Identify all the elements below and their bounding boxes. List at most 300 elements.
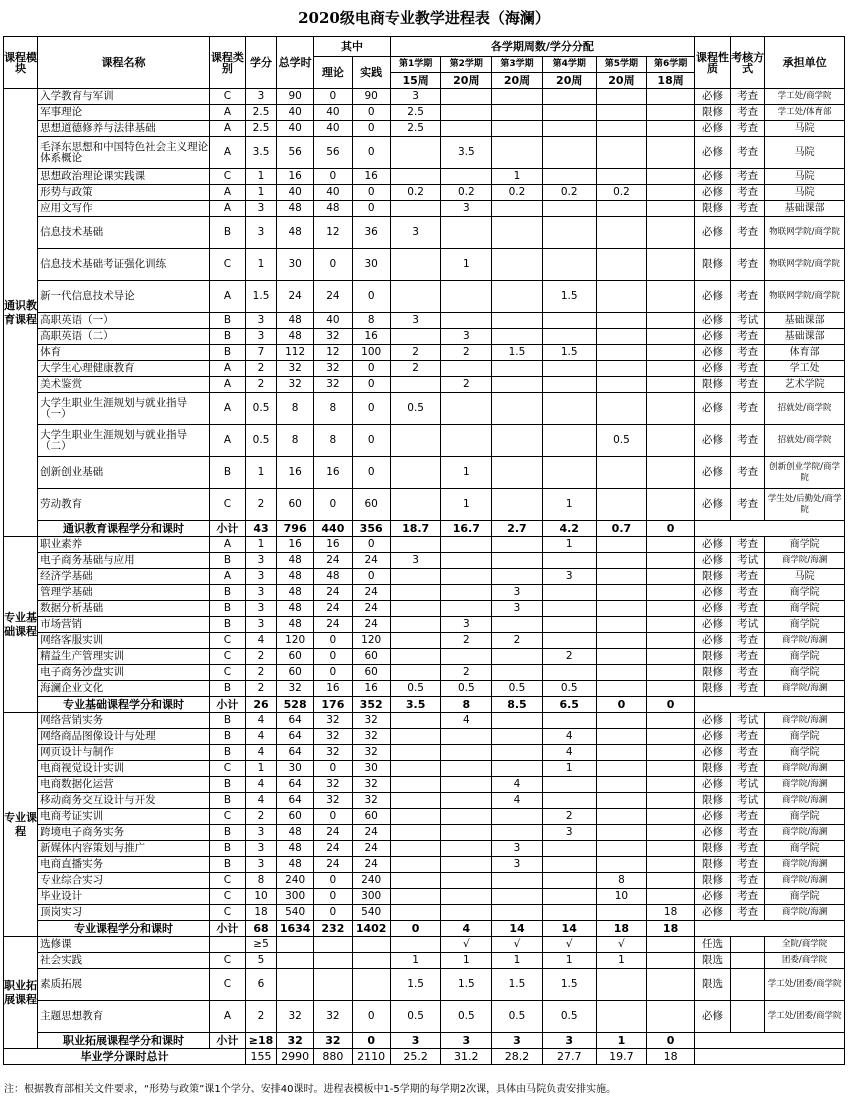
practice-hours: 24 <box>352 585 390 601</box>
module-label: 专业基础课程 <box>4 537 38 713</box>
total-term-5: 19.7 <box>596 1049 647 1065</box>
term-6 <box>647 793 695 809</box>
course-name: 电商视觉设计实训 <box>38 761 210 777</box>
total-hours: 32 <box>277 1001 314 1033</box>
term-3 <box>492 649 543 665</box>
table-row <box>4 393 845 425</box>
term-6 <box>647 809 695 825</box>
term-4 <box>542 713 596 729</box>
subtotal-term-3: 8.5 <box>492 697 543 713</box>
course-nature: 必修 <box>694 633 730 649</box>
term-6 <box>647 185 695 201</box>
course-name: 主题思想教育 <box>38 1001 210 1033</box>
exam-method <box>731 937 765 953</box>
table-row <box>4 937 845 953</box>
theory-hours: 0 <box>314 809 352 825</box>
term-2 <box>441 905 492 921</box>
teaching-unit: 商学院 <box>765 601 845 617</box>
course-nature: 必修 <box>694 713 730 729</box>
term-2 <box>441 217 492 249</box>
credit: 4 <box>246 777 277 793</box>
course-type: B <box>209 601 245 617</box>
term-6 <box>647 489 695 521</box>
term-6 <box>647 825 695 841</box>
course-nature: 必修 <box>694 617 730 633</box>
subtotal-hours: 528 <box>277 697 314 713</box>
theory-hours: 0 <box>314 89 352 105</box>
table-row <box>4 217 845 249</box>
credit: 3 <box>246 201 277 217</box>
term-5 <box>596 857 647 873</box>
practice-hours: 16 <box>352 681 390 697</box>
exam-method: 考查 <box>731 841 765 857</box>
subtotal-term-3: 3 <box>492 1033 543 1049</box>
term-5: 1 <box>596 953 647 969</box>
term-4: 0.2 <box>542 185 596 201</box>
term-1: 0.2 <box>390 185 441 201</box>
term-5 <box>596 377 647 393</box>
term-6: 18 <box>647 905 695 921</box>
course-name: 素质拓展 <box>38 969 210 1001</box>
term-3 <box>492 665 543 681</box>
term-3 <box>492 713 543 729</box>
subtotal-term-2: 3 <box>441 1033 492 1049</box>
practice-hours: 30 <box>352 249 390 281</box>
teaching-unit: 商学院 <box>765 665 845 681</box>
total-term-1: 25.2 <box>390 1049 441 1065</box>
total-hours: 112 <box>277 345 314 361</box>
exam-method: 考查 <box>731 329 765 345</box>
course-name: 网络商品图像设计与处理 <box>38 729 210 745</box>
term-2: 2 <box>441 665 492 681</box>
term-2 <box>441 857 492 873</box>
practice-hours: 0 <box>352 569 390 585</box>
course-type: C <box>209 489 245 521</box>
course-type: A <box>209 105 245 121</box>
total-term-6: 18 <box>647 1049 695 1065</box>
course-name: 思想政治理论课实践课 <box>38 169 210 185</box>
grand-total-row <box>4 1049 845 1065</box>
course-nature: 必修 <box>694 537 730 553</box>
term-2 <box>441 585 492 601</box>
course-type: A <box>209 393 245 425</box>
table-row <box>4 729 845 745</box>
theory-hours: 48 <box>314 569 352 585</box>
total-hours: 64 <box>277 729 314 745</box>
teaching-unit: 商学院 <box>765 841 845 857</box>
term-4 <box>542 777 596 793</box>
term-4 <box>542 377 596 393</box>
course-type: A <box>209 361 245 377</box>
table-row <box>4 489 845 521</box>
term-4 <box>542 89 596 105</box>
term-6 <box>647 681 695 697</box>
term-4 <box>542 873 596 889</box>
term-6 <box>647 281 695 313</box>
theory-hours: 32 <box>314 777 352 793</box>
credit: 2 <box>246 489 277 521</box>
header-term-6: 第6学期 <box>647 57 695 73</box>
course-nature: 必修 <box>694 329 730 345</box>
term-4 <box>542 857 596 873</box>
subtotal-tag: 小计 <box>209 521 245 537</box>
course-nature: 必修 <box>694 825 730 841</box>
header-weeks-6: 18周 <box>647 73 695 89</box>
course-nature: 必修 <box>694 217 730 249</box>
credit: 1 <box>246 185 277 201</box>
subtotal-label: 职业拓展课程学分和课时 <box>38 1033 210 1049</box>
course-nature: 必修 <box>694 553 730 569</box>
term-1: 3 <box>390 217 441 249</box>
exam-method: 考试 <box>731 553 765 569</box>
term-2: √ <box>441 937 492 953</box>
course-name: 精益生产管理实训 <box>38 649 210 665</box>
term-6 <box>647 377 695 393</box>
course-nature: 必修 <box>694 729 730 745</box>
exam-method: 考试 <box>731 793 765 809</box>
course-nature: 任选 <box>694 937 730 953</box>
total-term-3: 28.2 <box>492 1049 543 1065</box>
course-type: C <box>209 89 245 105</box>
credit: 3 <box>246 329 277 345</box>
term-3 <box>492 377 543 393</box>
exam-method: 考试 <box>731 777 765 793</box>
term-2: 2 <box>441 633 492 649</box>
course-type: C <box>209 905 245 921</box>
grand-total-label: 毕业学分课时总计 <box>4 1049 246 1065</box>
credit: 2 <box>246 377 277 393</box>
term-1 <box>390 889 441 905</box>
term-2 <box>441 281 492 313</box>
term-4 <box>542 201 596 217</box>
term-2 <box>441 729 492 745</box>
teaching-unit: 马院 <box>765 121 845 137</box>
term-2 <box>441 121 492 137</box>
exam-method: 考查 <box>731 489 765 521</box>
exam-method: 考查 <box>731 729 765 745</box>
course-type: C <box>209 633 245 649</box>
teaching-unit: 商学院/海澜 <box>765 713 845 729</box>
term-3: √ <box>492 937 543 953</box>
practice-hours: 0 <box>352 201 390 217</box>
course-name: 经济学基础 <box>38 569 210 585</box>
credit: 3 <box>246 825 277 841</box>
table-row <box>4 793 845 809</box>
term-6 <box>647 585 695 601</box>
term-5 <box>596 313 647 329</box>
subtotal-credit: 26 <box>246 697 277 713</box>
teaching-unit: 商学院 <box>765 729 845 745</box>
subtotal-term-4: 3 <box>542 1033 596 1049</box>
course-type: A <box>209 537 245 553</box>
term-5 <box>596 793 647 809</box>
practice-hours: 32 <box>352 713 390 729</box>
table-row <box>4 313 845 329</box>
teaching-unit: 艺术学院 <box>765 377 845 393</box>
teaching-unit: 物联网学院/商学院 <box>765 217 845 249</box>
term-5 <box>596 553 647 569</box>
term-2 <box>441 393 492 425</box>
course-type: A <box>209 425 245 457</box>
term-5 <box>596 489 647 521</box>
exam-method: 考查 <box>731 905 765 921</box>
term-5 <box>596 105 647 121</box>
teaching-unit: 商学院/海澜 <box>765 553 845 569</box>
total-hours: 48 <box>277 569 314 585</box>
course-name: 网页设计与制作 <box>38 745 210 761</box>
exam-method: 考查 <box>731 633 765 649</box>
practice-hours: 24 <box>352 841 390 857</box>
term-5 <box>596 393 647 425</box>
term-4: 0.5 <box>542 1001 596 1033</box>
term-4: 1 <box>542 489 596 521</box>
course-type: A <box>209 121 245 137</box>
term-2 <box>441 793 492 809</box>
term-4 <box>542 105 596 121</box>
subtotal-term-4: 6.5 <box>542 697 596 713</box>
term-5 <box>596 633 647 649</box>
subtotal-term-6: 18 <box>647 921 695 937</box>
term-6 <box>647 425 695 457</box>
credit: 1 <box>246 761 277 777</box>
table-row <box>4 201 845 217</box>
theory-hours: 32 <box>314 329 352 345</box>
subtotal-term-2: 4 <box>441 921 492 937</box>
theory-hours: 16 <box>314 681 352 697</box>
term-1 <box>390 761 441 777</box>
course-nature: 必修 <box>694 137 730 169</box>
course-nature: 限修 <box>694 665 730 681</box>
course-type: B <box>209 825 245 841</box>
teaching-unit: 商学院/海澜 <box>765 633 845 649</box>
course-type: C <box>209 649 245 665</box>
term-2: 0.5 <box>441 681 492 697</box>
header-among: 其中 <box>314 37 391 57</box>
subtotal-term-1: 3 <box>390 1033 441 1049</box>
module-label: 通识教育课程 <box>4 89 38 537</box>
course-type: B <box>209 217 245 249</box>
theory-hours <box>314 937 352 953</box>
credit: 3 <box>246 569 277 585</box>
term-1: 1 <box>390 953 441 969</box>
term-6 <box>647 953 695 969</box>
table-row <box>4 857 845 873</box>
term-6 <box>647 841 695 857</box>
term-4 <box>542 169 596 185</box>
exam-method: 考查 <box>731 89 765 105</box>
credit: 1.5 <box>246 281 277 313</box>
term-2: 1 <box>441 249 492 281</box>
term-1 <box>390 489 441 521</box>
term-3: 0.5 <box>492 1001 543 1033</box>
exam-method: 考查 <box>731 121 765 137</box>
credit: 3 <box>246 217 277 249</box>
term-5 <box>596 729 647 745</box>
term-2 <box>441 777 492 793</box>
credit: 3 <box>246 601 277 617</box>
practice-hours: 120 <box>352 633 390 649</box>
exam-method: 考查 <box>731 681 765 697</box>
subtotal-term-1: 18.7 <box>390 521 441 537</box>
term-2 <box>441 313 492 329</box>
header-weeks-4: 20周 <box>542 73 596 89</box>
term-4: 1 <box>542 761 596 777</box>
theory-hours: 0 <box>314 889 352 905</box>
total-hours: 60 <box>277 809 314 825</box>
table-row <box>4 345 845 361</box>
subtotal-credit: 43 <box>246 521 277 537</box>
teaching-unit: 马院 <box>765 185 845 201</box>
term-6 <box>647 745 695 761</box>
subtotal-tag: 小计 <box>209 921 245 937</box>
course-nature: 必修 <box>694 121 730 137</box>
exam-method: 考查 <box>731 137 765 169</box>
term-2 <box>441 873 492 889</box>
practice-hours: 540 <box>352 905 390 921</box>
term-1 <box>390 745 441 761</box>
course-type: B <box>209 793 245 809</box>
term-4 <box>542 249 596 281</box>
term-2: 1 <box>441 489 492 521</box>
total-hours: 24 <box>277 281 314 313</box>
teaching-unit: 学生处/后勤处/商学院 <box>765 489 845 521</box>
credit: 0.5 <box>246 425 277 457</box>
total-hours: 60 <box>277 649 314 665</box>
credit: 2 <box>246 809 277 825</box>
subtotal-credit: ≥18 <box>246 1033 277 1049</box>
theory-hours: 40 <box>314 185 352 201</box>
teaching-unit: 商学院/海澜 <box>765 905 845 921</box>
term-3 <box>492 281 543 313</box>
course-type: C <box>209 169 245 185</box>
header-term-4: 第4学期 <box>542 57 596 73</box>
theory-hours: 0 <box>314 649 352 665</box>
header-term-3: 第3学期 <box>492 57 543 73</box>
teaching-unit: 学工处/商学院 <box>765 89 845 105</box>
theory-hours: 8 <box>314 425 352 457</box>
total-hours: 48 <box>277 825 314 841</box>
term-6 <box>647 777 695 793</box>
term-1 <box>390 793 441 809</box>
subtotal-term-6: 0 <box>647 521 695 537</box>
table-row <box>4 553 845 569</box>
course-name: 管理学基础 <box>38 585 210 601</box>
teaching-unit: 商学院/海澜 <box>765 793 845 809</box>
teaching-unit: 基础课部 <box>765 201 845 217</box>
term-1 <box>390 457 441 489</box>
exam-method: 考查 <box>731 761 765 777</box>
term-4: 1.5 <box>542 345 596 361</box>
exam-method <box>731 1001 765 1033</box>
total-hours: 60 <box>277 665 314 681</box>
theory-hours: 32 <box>314 745 352 761</box>
course-nature: 必修 <box>694 457 730 489</box>
credit: 4 <box>246 793 277 809</box>
exam-method <box>731 969 765 1001</box>
term-4: 4 <box>542 745 596 761</box>
term-4: 4 <box>542 729 596 745</box>
course-name: 思想道德修养与法律基础 <box>38 121 210 137</box>
total-hours: 48 <box>277 585 314 601</box>
footnote: 注：根据教育部相关文件要求，“形势与政策”课1个学分、安排40课时。进程表模板中1-5学期的每学期2次课，具体由马院负责安排实施。 <box>4 1084 617 1095</box>
teaching-unit: 商学院/海澜 <box>765 777 845 793</box>
term-5 <box>596 169 647 185</box>
term-1 <box>390 649 441 665</box>
course-name: 高职英语（一） <box>38 313 210 329</box>
course-name: 海澜企业文化 <box>38 681 210 697</box>
table-row <box>4 873 845 889</box>
total-hours: 32 <box>277 681 314 697</box>
course-name: 体育 <box>38 345 210 361</box>
term-2 <box>441 825 492 841</box>
exam-method: 考查 <box>731 105 765 121</box>
header-type: 课程类别 <box>209 37 245 89</box>
practice-hours: 16 <box>352 169 390 185</box>
theory-hours: 12 <box>314 345 352 361</box>
term-4 <box>542 553 596 569</box>
term-2 <box>441 361 492 377</box>
teaching-unit: 商学院/海澜 <box>765 873 845 889</box>
subtotal-term-3: 14 <box>492 921 543 937</box>
term-3 <box>492 745 543 761</box>
theory-hours: 32 <box>314 793 352 809</box>
course-name: 创新创业基础 <box>38 457 210 489</box>
exam-method: 考查 <box>731 345 765 361</box>
total-hours: 60 <box>277 489 314 521</box>
teaching-unit: 商学院 <box>765 617 845 633</box>
practice-hours: 0 <box>352 105 390 121</box>
total-hours: 64 <box>277 793 314 809</box>
term-1 <box>390 905 441 921</box>
total-hours: 300 <box>277 889 314 905</box>
teaching-unit: 商学院 <box>765 809 845 825</box>
term-4 <box>542 889 596 905</box>
course-nature: 限修 <box>694 841 730 857</box>
theory-hours: 32 <box>314 361 352 377</box>
practice-hours: 300 <box>352 889 390 905</box>
practice-hours: 90 <box>352 89 390 105</box>
total-hours: 16 <box>277 537 314 553</box>
term-5 <box>596 249 647 281</box>
term-1 <box>390 281 441 313</box>
subtotal-blank <box>694 1033 844 1049</box>
term-3: 2 <box>492 633 543 649</box>
module-label: 职业拓展课程 <box>4 937 38 1049</box>
exam-method: 考试 <box>731 617 765 633</box>
course-name: 大学生心理健康教育 <box>38 361 210 377</box>
teaching-unit: 物联网学院/商学院 <box>765 249 845 281</box>
theory-hours: 12 <box>314 217 352 249</box>
table-row <box>4 425 845 457</box>
total-hours: 40 <box>277 185 314 201</box>
term-4: 0.5 <box>542 681 596 697</box>
term-3 <box>492 537 543 553</box>
term-5 <box>596 713 647 729</box>
theory-hours: 24 <box>314 601 352 617</box>
term-6 <box>647 169 695 185</box>
term-3 <box>492 201 543 217</box>
course-nature: 限修 <box>694 201 730 217</box>
term-5 <box>596 761 647 777</box>
module-label: 专业课程 <box>4 713 38 937</box>
subtotal-term-4: 4.2 <box>542 521 596 537</box>
course-name: 信息技术基础 <box>38 217 210 249</box>
teaching-unit: 全院/商学院 <box>765 937 845 953</box>
practice-hours <box>352 969 390 1001</box>
course-nature: 必修 <box>694 889 730 905</box>
total-hours: 2990 <box>277 1049 314 1065</box>
course-type: C <box>209 761 245 777</box>
